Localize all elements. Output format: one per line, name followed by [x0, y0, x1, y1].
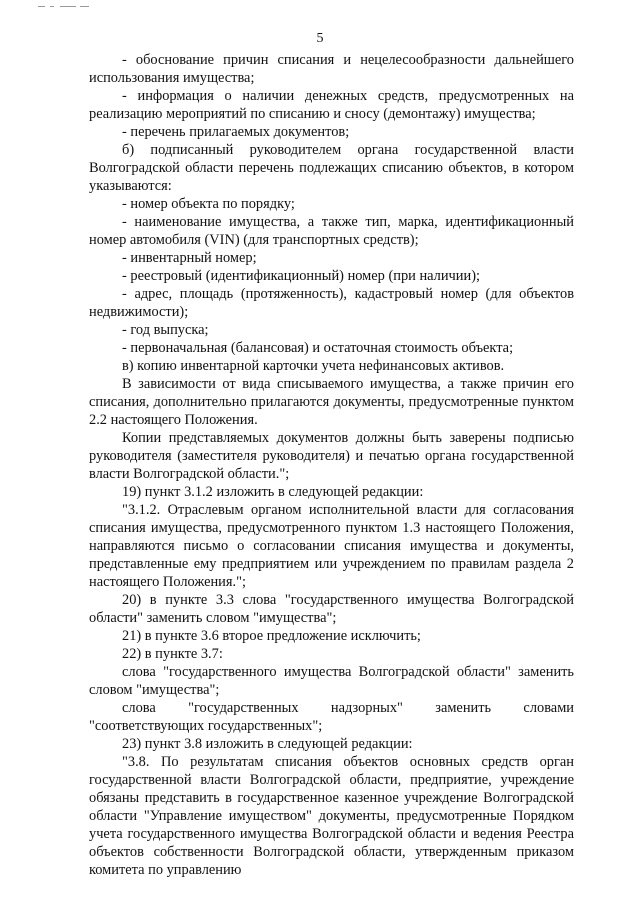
document-paragraph: - номер объекта по порядку; [122, 196, 295, 212]
document-paragraph: В зависимости от вида списываемого имущества, а также причин его списания, дополнительно прилагаются документы, предусмотренные пунктом 2.2 настоящего Положения. [89, 376, 574, 428]
scan-artifact-mark [50, 6, 54, 7]
document-paragraph: - инвентарный номер; [122, 250, 257, 266]
document-paragraph: - информация о наличии денежных средств, предусмотренных на реализацию мероприятий по списанию и сносу (демонтажу) имущества; [89, 88, 574, 122]
document-paragraph: - год выпуска; [122, 322, 209, 338]
document-body [89, 51, 574, 879]
document-paragraph: слова "государственных надзорных" заменить словами "соответствующих государственных"; [89, 700, 574, 734]
document-paragraph: 20) в пункте 3.3 слова "государственного имущества Волгоградской области" заменить словом "имущества"; [89, 592, 574, 626]
document-paragraph: 21) в пункте 3.6 второе предложение исключить; [122, 628, 421, 644]
document-paragraph: 19) пункт 3.1.2 изложить в следующей редакции: [122, 484, 424, 500]
document-paragraph: слова "государственного имущества Волгоградской области" заменить словом "имущества"; [89, 664, 574, 698]
document-paragraph: - реестровый (идентификационный) номер (при наличии); [122, 268, 480, 284]
document-paragraph: 23) пункт 3.8 изложить в следующей редакции: [122, 736, 413, 752]
document-paragraph: - первоначальная (балансовая) и остаточная стоимость объекта; [122, 340, 514, 356]
document-paragraph: - адрес, площадь (протяженность), кадастровый номер (для объектов недвижимости); [89, 286, 574, 320]
document-paragraph: б) подписанный руководителем органа государственной власти Волгоградской области перечень подлежащих списанию объектов, в котором указываются: [89, 142, 574, 194]
document-paragraph: "3.1.2. Отраслевым органом исполнительной власти для согласования списания имущества, предусмотренного пунктом 1.3 настоящего Положения, направляются письмо о согласовании списания имущества и документы, представленные ему предприятием или учреждением по правилам раздела 2 настоящего Положения."; [89, 502, 574, 590]
document-paragraph: 22) в пункте 3.7: [122, 646, 223, 662]
document-paragraph: "3.8. По результатам списания объектов основных средств орган государственной власти Волгоградской области, предприятие, учреждение обязаны представить в государственное казенное учреждение Волгоградской области "Управление имуществом" документы, предусмотренные Порядком учета государственного имущества Волгоградской области и ведения Реестра объектов собственности Волгоградской области, утвержденным приказом комитета по управлению [89, 754, 574, 878]
document-paragraph: Копии представляемых документов должны быть заверены подписью руководителя (заместителя руководителя) и печатью органа государственной власти Волгоградской области."; [89, 430, 574, 482]
scan-artifact-mark [38, 6, 45, 7]
document-paragraph: в) копию инвентарной карточки учета нефинансовых активов. [122, 358, 505, 374]
document-paragraph: - наименование имущества, а также тип, марка, идентификационный номер автомобиля (VIN) (для транспортных средств); [89, 214, 574, 248]
page-number: 5 [316, 31, 324, 46]
scan-artifact-mark [80, 6, 89, 7]
document-paragraph: - перечень прилагаемых документов; [122, 124, 350, 140]
scan-artifact-mark [60, 6, 76, 7]
document-paragraph: - обоснование причин списания и нецелесообразности дальнейшего использования имущества; [89, 52, 574, 86]
